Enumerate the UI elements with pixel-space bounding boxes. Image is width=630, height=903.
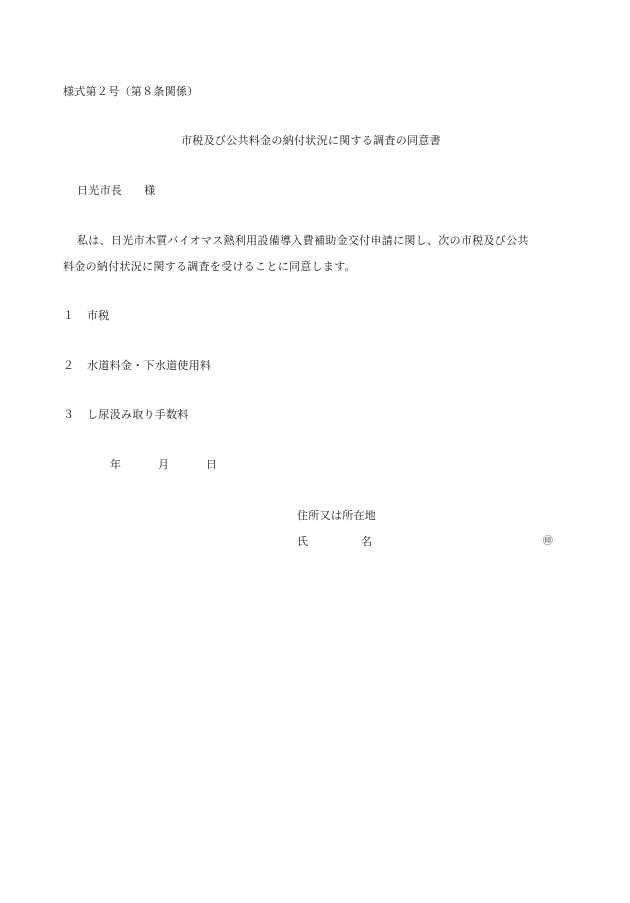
list-item-number: ２ bbox=[63, 359, 75, 372]
document-title: 市税及び公共料金の納付状況に関する調査の同意書 bbox=[181, 134, 441, 147]
seal-mark-icon: ㊞ bbox=[542, 536, 553, 547]
form-number-label: 様式第２号（第８条関係） bbox=[63, 85, 199, 98]
list-item-label: し尿汲み取り手数料 bbox=[87, 408, 189, 421]
date-line bbox=[110, 458, 217, 472]
name-label-second-char: 名 bbox=[361, 535, 373, 548]
addressee bbox=[77, 184, 156, 198]
date-year-label: 年 bbox=[110, 458, 122, 471]
date-day-label: 日 bbox=[206, 458, 218, 471]
list-item-label: 市税 bbox=[87, 309, 110, 322]
address-label: 住所又は所在地 bbox=[297, 509, 377, 522]
consent-text-line-1: 私は、日光市木質バイオマス熱利用設備導入費補助金交付申請に関し、次の市税及び公共 bbox=[77, 234, 529, 247]
name-label-first-char: 氏 bbox=[297, 535, 309, 548]
addressee-honorific: 様 bbox=[144, 184, 156, 197]
addressee-name: 日光市長 bbox=[77, 184, 123, 197]
list-item-label: 水道料金・下水道使用料 bbox=[87, 359, 212, 372]
list-item bbox=[63, 309, 110, 323]
list-item bbox=[63, 359, 211, 373]
list-item bbox=[63, 408, 189, 422]
date-month-label: 月 bbox=[158, 458, 170, 471]
list-item-number: ３ bbox=[63, 408, 75, 421]
consent-text-line-2: 料金の納付状況に関する調査を受けることに同意します。 bbox=[63, 260, 356, 273]
list-item-number: １ bbox=[63, 309, 75, 322]
